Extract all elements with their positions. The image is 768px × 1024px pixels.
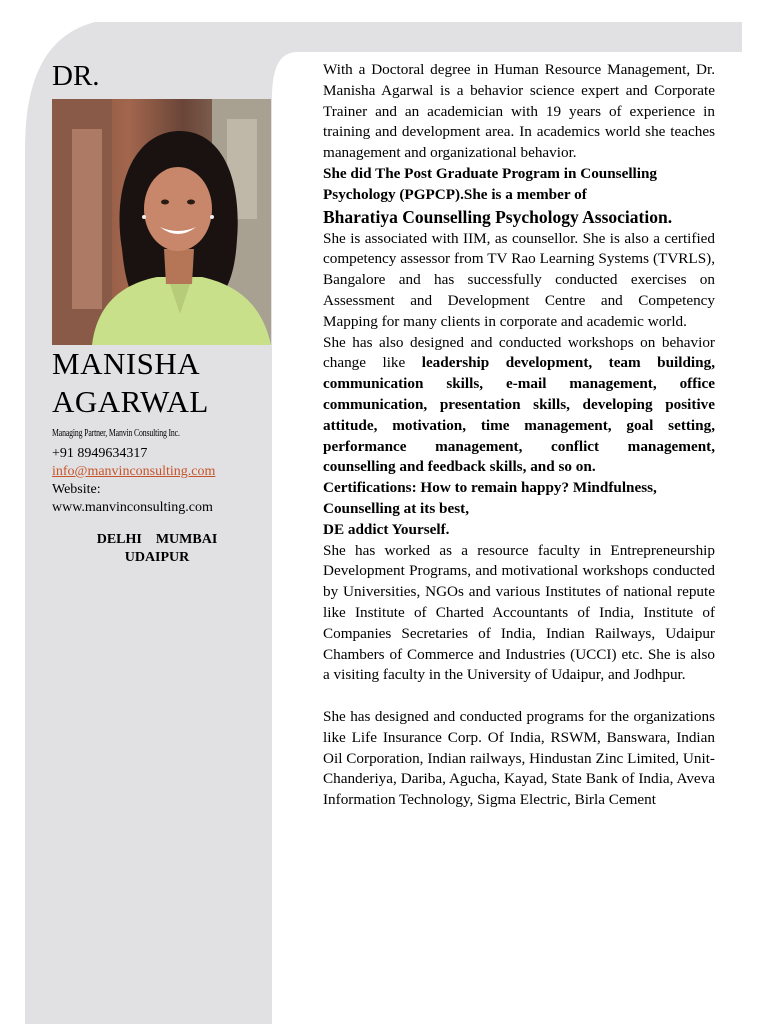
- phone-number: +91 8949634317: [52, 446, 148, 461]
- bio-paragraph-pgpcp: She did The Post Graduate Program in Counselling Psychology (PGPCP).She is a member of: [323, 164, 658, 203]
- bio-paragraph-faculty: She has worked as a resource faculty in Entrepreneurship Development Programs, and motivational workshops conducted by Universities, NGOs and various Institutes of national repute like Institute of Charted Accountants of India, Institute of Companies Secretaries of India, Indian Railways, Udaipur Chambers of Commerce and Industries (UCCI) etc. She is also a visiting faculty in the University of Udaipur, and Jodhpur.: [323, 541, 715, 684]
- email-link[interactable]: info@manvinconsulting.com: [52, 464, 216, 479]
- bio-paragraph-association: Bharatiya Counselling Psychology Association.: [323, 206, 673, 227]
- cities-line-1: DELHI MUMBAI: [96, 532, 218, 547]
- bio-certification-de-addict: DE addict Yourself.: [323, 520, 450, 538]
- workshops-topics: leadership development, team building, communication skills, e-mail management, office communication, presentation skills, developing positive attitude, motivation, time management, goal setting, performance management, conflict management, counselling and feedback skills, and so on.: [323, 354, 715, 476]
- last-name: AGARWAL: [52, 384, 209, 419]
- bio-paragraph-iim: She is associated with IIM, as counsellor. She is also a certified competency assessor from TV Rao Learning Systems (TVRLS), Bangalore and has successfully conducted exercises on Assessment and Development Centre and Competency Mapping for many clients in corporate and academic world.: [323, 229, 715, 330]
- bio-paragraph-clients: She has designed and conducted programs for the organizations like Life Insurance Corp. Of India, RSWM, Banswara, Indian Oil Corporation, Indian railways, Hindustan Zinc Limited, Unit- Chanderiya, Dariba, Agucha, Kayad, State Bank of India, Aveva Information Technology, Sigma Electric, Birla Cement: [323, 707, 715, 809]
- workshops-intro: She has also designed and conducted workshops on behavior change like: [323, 333, 715, 372]
- contact-block: [52, 445, 215, 517]
- bio-certifications: Certifications: How to remain happy? Mindfulness, Counselling at its best,: [323, 479, 657, 517]
- biography: [323, 60, 715, 811]
- name-prefix: DR.: [52, 60, 100, 92]
- cities-line-2: UDAIPUR: [124, 550, 190, 565]
- website-url[interactable]: www.manvinconsulting.com: [52, 500, 213, 515]
- first-name: MANISHA: [52, 346, 201, 381]
- website-label: Website:: [52, 482, 101, 497]
- paragraph-spacer: [323, 686, 715, 707]
- profile-photo: [52, 99, 271, 345]
- job-title: Managing Partner, Manvin Consulting Inc.: [52, 428, 180, 439]
- bio-paragraph-education: With a Doctoral degree in Human Resource Management, Dr. Manisha Agarwal is a behavior science expert and Corporate Trainer and an academician with 19 years of experience in training and development area. In academics world she teaches management and organizational behavior.: [323, 61, 715, 162]
- office-cities: [52, 531, 262, 567]
- bio-paragraph-workshops: [323, 333, 715, 479]
